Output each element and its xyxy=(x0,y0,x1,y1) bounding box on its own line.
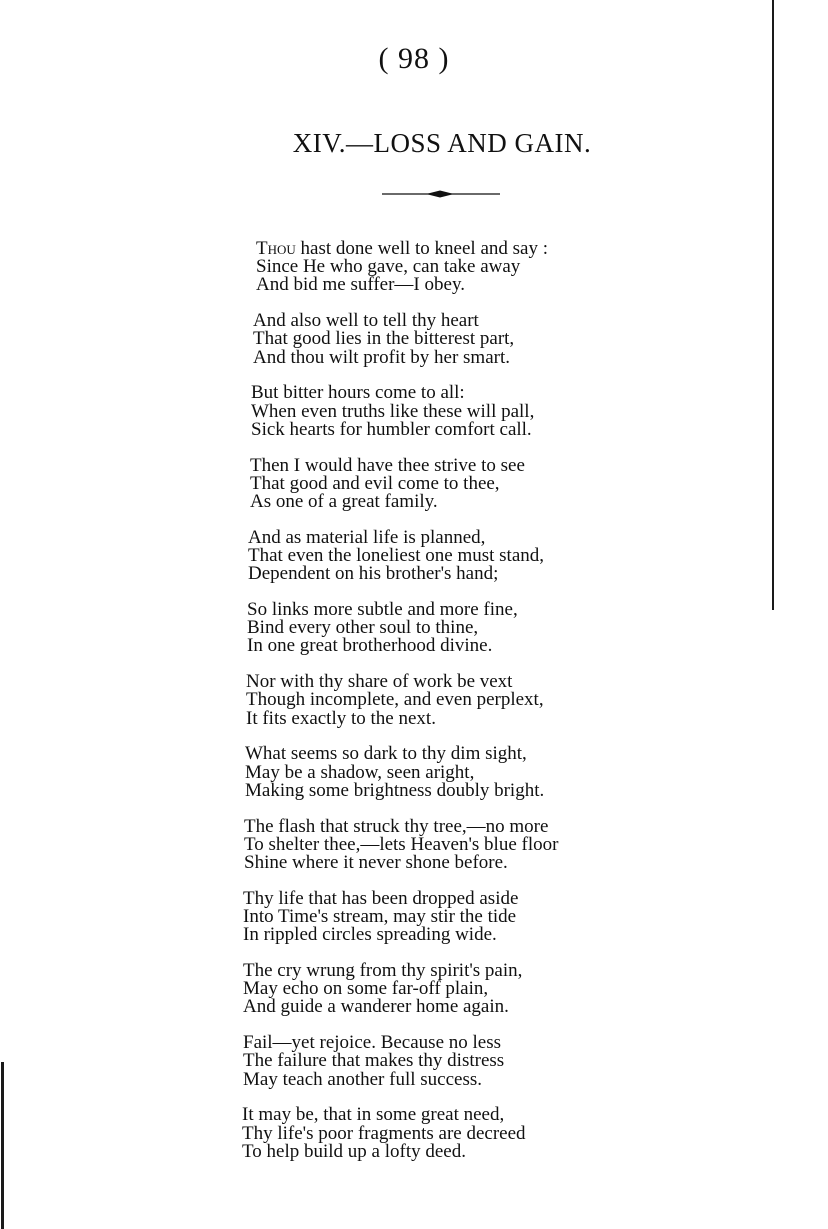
stanza xyxy=(247,601,663,656)
stanza xyxy=(242,1106,663,1161)
stanza xyxy=(253,312,663,367)
poem-line: Bind every other soul to thine, xyxy=(247,617,479,639)
poem-line: As one of a great family. xyxy=(250,491,438,513)
poem-line: May teach another full success. xyxy=(243,1068,482,1090)
stanza xyxy=(250,454,663,513)
poem-line: And as material life is planned, xyxy=(248,526,486,548)
poem-line: Thou hast done well to kneel and say : xyxy=(256,238,548,259)
poem-line: And thou wilt profit by her smart. xyxy=(253,346,510,368)
poem-line: Fail—yet rejoice. Because no less xyxy=(243,1032,502,1054)
stanza xyxy=(243,962,663,1017)
poem-line: That even the loneliest one must stand, xyxy=(248,545,545,567)
poem-line: May echo on some far-off plain, xyxy=(243,978,489,1000)
poem-line: Shine where it never shone before. xyxy=(244,852,508,874)
poem-line: Into Time's stream, may stir the tide xyxy=(243,906,517,928)
stanza xyxy=(244,815,663,874)
poem-line: To help build up a lofty deed. xyxy=(242,1140,466,1162)
page-edge-rule-left xyxy=(1,1062,4,1229)
page-number: ( 98 ) xyxy=(378,42,450,75)
poem-line: Making some brightness doubly bright. xyxy=(245,779,545,801)
stanza xyxy=(256,240,663,295)
poem-line: In one great brotherhood divine. xyxy=(247,635,493,657)
first-word-small-caps: Thou xyxy=(256,238,296,259)
poem-line: May be a shadow, seen aright, xyxy=(245,761,475,783)
poem-line: And also well to tell thy heart xyxy=(253,310,479,332)
poem-line: To shelter thee,—lets Heaven's blue floor xyxy=(244,833,559,855)
poem-line: Dependent on his brother's hand; xyxy=(248,563,499,585)
poem-line: Then I would have thee strive to see xyxy=(250,454,525,476)
stanza xyxy=(251,384,663,439)
stanza xyxy=(245,745,663,800)
poem-line: Nor with thy share of work be vext xyxy=(246,671,513,693)
page-edge-rule-right xyxy=(772,0,774,610)
poem-line: It fits exactly to the next. xyxy=(246,707,436,729)
poem-line: In rippled circles spreading wide. xyxy=(243,924,497,946)
poem-line: And bid me suffer—I obey. xyxy=(256,274,465,296)
poem-line: The cry wrung from thy spirit's pain, xyxy=(243,960,523,982)
poem-line: Though incomplete, and even perplext, xyxy=(246,689,544,711)
poem-line: And guide a wanderer home again. xyxy=(243,996,509,1018)
poem-line: The flash that struck thy tree,—no more xyxy=(244,815,549,837)
poem-line: Thy life that has been dropped aside xyxy=(243,887,519,909)
poem-body xyxy=(243,240,663,1179)
poem-line: When even truths like these will pall, xyxy=(251,400,535,422)
stanza xyxy=(248,526,663,585)
poem-line: But bitter hours come to all: xyxy=(251,382,465,404)
poem-line: Since He who gave, can take away xyxy=(256,256,521,278)
stanza xyxy=(243,887,663,946)
poem-line: Sick hearts for humbler comfort call. xyxy=(251,418,532,440)
poem-line: It may be, that in some great need, xyxy=(242,1104,505,1126)
title-ornament-divider xyxy=(382,188,500,200)
poem-line: So links more subtle and more fine, xyxy=(247,599,518,621)
poem-line: What seems so dark to thy dim sight, xyxy=(245,743,527,765)
poem-line: The failure that makes thy distress xyxy=(243,1050,505,1072)
poem-line: That good lies in the bitterest part, xyxy=(253,328,515,350)
stanza xyxy=(246,673,663,728)
stanza xyxy=(243,1034,663,1089)
poem-line: That good and evil come to thee, xyxy=(250,472,500,494)
poem-title: XIV.—LOSS AND GAIN. xyxy=(292,128,592,158)
poem-line: Thy life's poor fragments are decreed xyxy=(242,1122,526,1144)
